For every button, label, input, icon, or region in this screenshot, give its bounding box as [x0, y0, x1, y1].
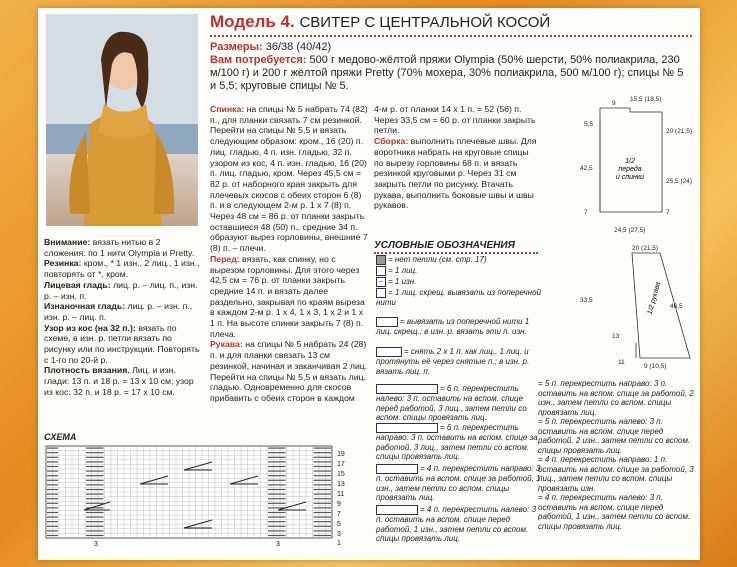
repeat-number: 3: [276, 541, 280, 548]
row-number: 17: [337, 461, 345, 468]
purl-mark: [314, 512, 332, 513]
legend-text: = 1 лиц.: [388, 266, 418, 276]
purl-mark: [47, 503, 58, 504]
purl-mark: [314, 457, 332, 458]
purl-mark: [47, 498, 58, 499]
legend-text: = 1 лиц. скрещ. вывязать из поперечной нити: [376, 288, 541, 307]
model-number: Модель 4.: [210, 12, 295, 31]
model-photo: [46, 14, 198, 226]
legend-item: [538, 455, 694, 493]
row-number: 11: [337, 491, 345, 498]
purl-mark: [314, 484, 332, 485]
sleeve-label-text: 1/2 рукава: [646, 281, 663, 316]
sizes-label: Размеры:: [210, 41, 263, 53]
cable-6-right-symbol: [376, 423, 438, 433]
knit-symbol: [376, 266, 386, 276]
purl-mark: [314, 498, 332, 499]
no-stitch-symbol: [376, 255, 386, 265]
purl-mark: [268, 461, 286, 462]
purl-mark: [314, 489, 332, 490]
twisted-knit-symbol: [376, 288, 386, 298]
legend-text: = 4 п. перекрестить направо: 1 п. оставить на вспом. спице за работой, 3 лиц., затем петли со вспом. спицы провязать изн.: [538, 455, 694, 493]
purl-mark: [268, 498, 286, 499]
purl-mark: [86, 457, 104, 458]
twisted-pair-symbol: [376, 317, 398, 327]
back-label: Спинка:: [210, 104, 245, 114]
purl-mark: [268, 503, 286, 504]
dim-sleeve-seam: 46,5: [670, 303, 683, 310]
row-number: 9: [337, 501, 341, 508]
purl-mark: [268, 448, 286, 449]
purl-mark: [47, 489, 58, 490]
purl-mark: [314, 517, 332, 518]
purl-mark: [47, 484, 58, 485]
legend-item: [376, 464, 541, 503]
dim-sleeve-bottom: 9 (10,5): [644, 363, 667, 370]
purl-mark: [47, 521, 58, 522]
purl-mark: [86, 530, 104, 531]
chart-grid: [46, 446, 332, 538]
purl-mark: [314, 526, 332, 527]
purl-mark: [86, 466, 104, 467]
purl-mark: [86, 448, 104, 449]
purl-mark: [47, 471, 58, 472]
purl-mark: [314, 461, 332, 462]
legend-item: [376, 423, 541, 462]
sleeve-text: на спицы № 5 набрать 24 (28) п. и для планки связать 13 см резинкой, начиная и заканчивая 2 лиц. Перейти на спицы № 5,5 и вязать лиц. гладью. Одновременно для скосов прибавить с обеих сторон в каждом: [210, 339, 368, 403]
density-text: Лиц. и изн. глади: 13 п. и 18 р. = 13 х 10 см; узор из кос: 32 п. и 18 р. = 17 х 10 см.: [44, 365, 194, 397]
purl-mark: [47, 517, 58, 518]
dim-cuff: 13: [612, 333, 620, 340]
purl-mark: [47, 535, 58, 536]
purl-mark: [314, 448, 332, 449]
purl-mark: [86, 484, 104, 485]
legend-item: [376, 288, 541, 308]
dim-band-right: 7: [666, 209, 670, 216]
rib-label: Резинка:: [44, 258, 82, 269]
legend-item: [376, 266, 541, 276]
stockinette-label: Лицевая гладь:: [44, 279, 111, 290]
rib-text: кром., * 1 изн., 2 лиц., 1 изн., повторять от *, кром.: [44, 258, 200, 280]
left-column: [44, 237, 200, 398]
decrease-symbol: [376, 347, 402, 357]
back-text: на спицы № 5 набрать 74 (82) п., для планки связать 7 см резинкой. Перейти на спицы № 5,5 и вязать следующим образом: кром., 16 (20) п. лиц. гладью, 4 п. изн. гладью, 32 п. узором из кос, 4 п. изн. гладью, 16 (20) п. лиц. гладью, кром. Через 45,5 см = 82 р. от наборного края закрыть для плечевых скосов с обеих сторон 6 (8) п. и в следующем 2-м р. 1 х 7 (8) п. Через 48 см = 86 р. от планки закрыть оставшиеся 48 (50) п., средние 34 п. образуют вырез горловины, внешние 7 (8) п. – плечи.: [210, 104, 368, 254]
purl-mark: [268, 517, 286, 518]
row-number: 3: [337, 531, 341, 538]
dim-sleeve-length: 33,5: [580, 297, 593, 304]
dim-side: 25,5 (24): [666, 178, 693, 185]
repeat-number: 3: [94, 541, 98, 548]
legend-item: [376, 317, 541, 337]
cable-4-left-symbol: [376, 505, 418, 515]
purl-mark: [86, 471, 104, 472]
density-label: Плотность вязания.: [44, 365, 130, 376]
purl-mark: [86, 452, 104, 453]
dim-width: 24,5 (27,5): [614, 227, 646, 234]
row-number: 1: [337, 540, 341, 547]
front-label: Перед:: [210, 253, 240, 264]
purl-mark: [268, 484, 286, 485]
page-title: [210, 12, 550, 32]
purl-mark: [86, 475, 104, 476]
row-number: 13: [337, 481, 345, 488]
purl-mark: [314, 503, 332, 504]
purl-mark: [314, 466, 332, 467]
purl-mark: [268, 530, 286, 531]
legend-item: [376, 384, 541, 423]
stockinette-text: лиц. р. – лиц. п., изн. р. – изн. п.: [44, 279, 198, 301]
legend-item: [538, 417, 694, 455]
reverse-stockinette-label: Изнаночная гладь:: [44, 301, 126, 312]
legend-text: = 6 п. перекрестить налево: 3 п. оставить на вспом. спице перед работой, 3 лиц., затем петли со вспом. спицы провязать лиц.: [376, 384, 527, 422]
row-number: 5: [337, 521, 341, 528]
dim-height: 42,5: [580, 165, 593, 172]
legend-text: = 4 п. перекрестить налево: 3 п. оставить на вспом. спице перед работой, 1 изн., затем петли со вспом. спицы провязать лиц.: [376, 505, 537, 543]
purl-mark: [86, 517, 104, 518]
pattern-schematic: [540, 88, 698, 378]
front-label-text: 1/2 переда и спинки: [615, 158, 645, 181]
purl-mark: [47, 507, 58, 508]
purl-mark: [86, 512, 104, 513]
attention-text: вязать нитью в 2 сложения: по 1 нити Olympia и Pretty.: [44, 237, 195, 258]
legend-text: = 1 изн.: [388, 277, 417, 287]
purl-mark: [47, 475, 58, 476]
purl-mark: [268, 494, 286, 495]
purl-mark: [47, 530, 58, 531]
legend-text: = снять 2 х 1 п. как лиц., 1 лиц. и протянуть её через снятые п.; в изн. р. вязать лиц. п.: [376, 347, 530, 376]
purl-mark: [268, 457, 286, 458]
purl-mark: [47, 457, 58, 458]
materials-text: 500 г медово-жёлтой пряжи Olympia (50% шерсти, 50% полиакрила, 230 м/100 г) и 200 г жёлтой пряжи Pretty (70% мохера, 30% полиакрила, 500 м/100 г); спицы № 5 и 5,5; круговые спицы № 5.: [210, 54, 684, 92]
legend-divider: [374, 252, 538, 254]
purl-mark: [47, 448, 58, 449]
purl-mark: [268, 471, 286, 472]
legend-item: [376, 255, 541, 265]
cable-6-left-symbol: [376, 384, 438, 394]
braid-chart: [44, 444, 354, 548]
purl-mark: [268, 475, 286, 476]
schema-title: СХЕМА: [44, 432, 77, 442]
purl-mark: [268, 526, 286, 527]
legend-item: [538, 379, 694, 417]
dim-neck: 9: [612, 100, 616, 107]
purl-mark: [47, 452, 58, 453]
dim-shoulder: 15,5 (18,5): [630, 96, 662, 103]
dim-neck-depth: 5,5: [584, 121, 594, 128]
legend-item: [538, 493, 694, 531]
sleeve-continued-text: 4-м р. от планки 14 х 1 п. = 52 (56) п. Через 33,5 см = 60 р. от планки закрыть петли.: [374, 104, 536, 136]
purl-mark: [268, 480, 286, 481]
purl-mark: [314, 521, 332, 522]
legend-text: = 5 п. перекрестить направо: 3 п. оставить на вспом. спице за работой, 2 изн., затем петли со вспом. спицы провязать лиц.: [538, 379, 694, 417]
legend-text: = 4 п. перекрестить налево: 3 п. оставить на вспом. спице перед работой, 1 изн., затем петли со вспом. спицы провязать лиц.: [538, 493, 691, 531]
front-text: вязать, как спинку, но с вырезом горловины. Для этого через 42,5 см = 76 р. от планки закрыть средние 14 п. и вязать далее раздельно, закрывая по краям выреза в каждом 2-м р. 1 х 4, 1 х 3, 1 х 2 и 1 х 1 п. На высоте спинки закрыть 7 (8) п. плеча.: [210, 253, 365, 339]
purl-mark: [314, 535, 332, 536]
purl-mark: [86, 461, 104, 462]
purl-mark: [86, 521, 104, 522]
purl-symbol: –: [376, 277, 386, 287]
legend-item: [376, 347, 541, 376]
reverse-stockinette-text: лиц. р. – изн. п., изн. р. – лиц. п.: [44, 301, 193, 322]
purl-mark: [86, 480, 104, 481]
assembly-text: выполнить плечевые швы. Для воротника набрать на круговые спицы по вырезу горловины 68 п. и вязать резинкой круговыми р. Через 31 см закрыть петли по рисунку. Втачать рукава, выполнить боковые швы и швы рукавов.: [374, 136, 537, 211]
purl-mark: [314, 507, 332, 508]
magazine-page: [38, 8, 700, 560]
cable-4-right-symbol: [376, 464, 418, 474]
title-divider: [210, 35, 692, 37]
dim-sleeve-top: 20 (21,5): [632, 245, 659, 252]
legend-text: = вывязать из поперечной нити 1 лиц. скрещ.; в изн. р. вязать эти п. изн.: [376, 317, 530, 336]
purl-mark: [86, 498, 104, 499]
dim-cuff-band: 11: [618, 359, 625, 366]
dim-armhole: 20 (21,5): [666, 128, 693, 135]
purl-mark: [47, 480, 58, 481]
model-name: СВИТЕР С ЦЕНТРАЛЬНОЙ КОСОЙ: [299, 14, 551, 31]
braid-text: вязать по схеме, в изн. р. петли вязать по рисунку или по инструкции. Повторять с 1-го по 20-й р.: [44, 322, 200, 365]
attention-label: Внимание:: [44, 237, 91, 247]
row-number: 7: [337, 511, 341, 518]
row-number: 19: [337, 451, 345, 458]
sleeve-label: Рукава:: [210, 339, 243, 350]
legend-item: [376, 277, 541, 287]
purl-mark: [86, 526, 104, 527]
purl-mark: [86, 535, 104, 536]
purl-mark: [268, 489, 286, 490]
purl-mark: [47, 494, 58, 495]
purl-mark: [47, 466, 58, 467]
legend-text: = 5 п. перекрестить налево: 3 п. оставить на вспом. спице перед работой, 2 изн., затем петли со вспом. спицы провязать лиц.: [538, 417, 691, 455]
sizes-block: [210, 41, 690, 93]
purl-mark: [268, 535, 286, 536]
legend-text: = 6 п. перекрестить направо: 3 п. оставить на вспом. спице за работой, 3 лиц., затем петли со вспом. спицы провязать лиц.: [376, 423, 538, 461]
purl-mark: [314, 475, 332, 476]
sizes-value: 36/38 (40/42): [265, 41, 332, 53]
purl-mark: [47, 526, 58, 527]
purl-mark: [314, 480, 332, 481]
purl-mark: [268, 521, 286, 522]
purl-mark: [86, 489, 104, 490]
braid-label: Узор из кос (на 32 п.):: [44, 322, 136, 333]
purl-mark: [47, 512, 58, 513]
purl-mark: [268, 466, 286, 467]
right-column: [374, 104, 540, 211]
purl-mark: [314, 530, 332, 531]
purl-mark: [268, 452, 286, 453]
legend-text: = нет петли (см. стр. 17): [388, 255, 487, 265]
legend-item: [376, 505, 541, 544]
row-number: 15: [337, 471, 345, 478]
purl-mark: [314, 494, 332, 495]
purl-mark: [47, 461, 58, 462]
dim-band-left: 7: [584, 209, 588, 216]
purl-mark: [86, 503, 104, 504]
assembly-label: Сборка:: [374, 136, 409, 147]
purl-mark: [86, 494, 104, 495]
purl-mark: [314, 452, 332, 453]
legend-title: УСЛОВНЫЕ ОБОЗНАЧЕНИЯ: [374, 240, 515, 251]
middle-column: [210, 104, 368, 404]
legend-text: = 4 п. перекрестить направо: 3 п. оставить на вспом. спице за работой, 1 изн., затем петли со вспом. спицы провязать лиц.: [376, 464, 541, 502]
materials-label: Вам потребуется:: [210, 54, 307, 66]
purl-mark: [314, 471, 332, 472]
purl-mark: [268, 512, 286, 513]
